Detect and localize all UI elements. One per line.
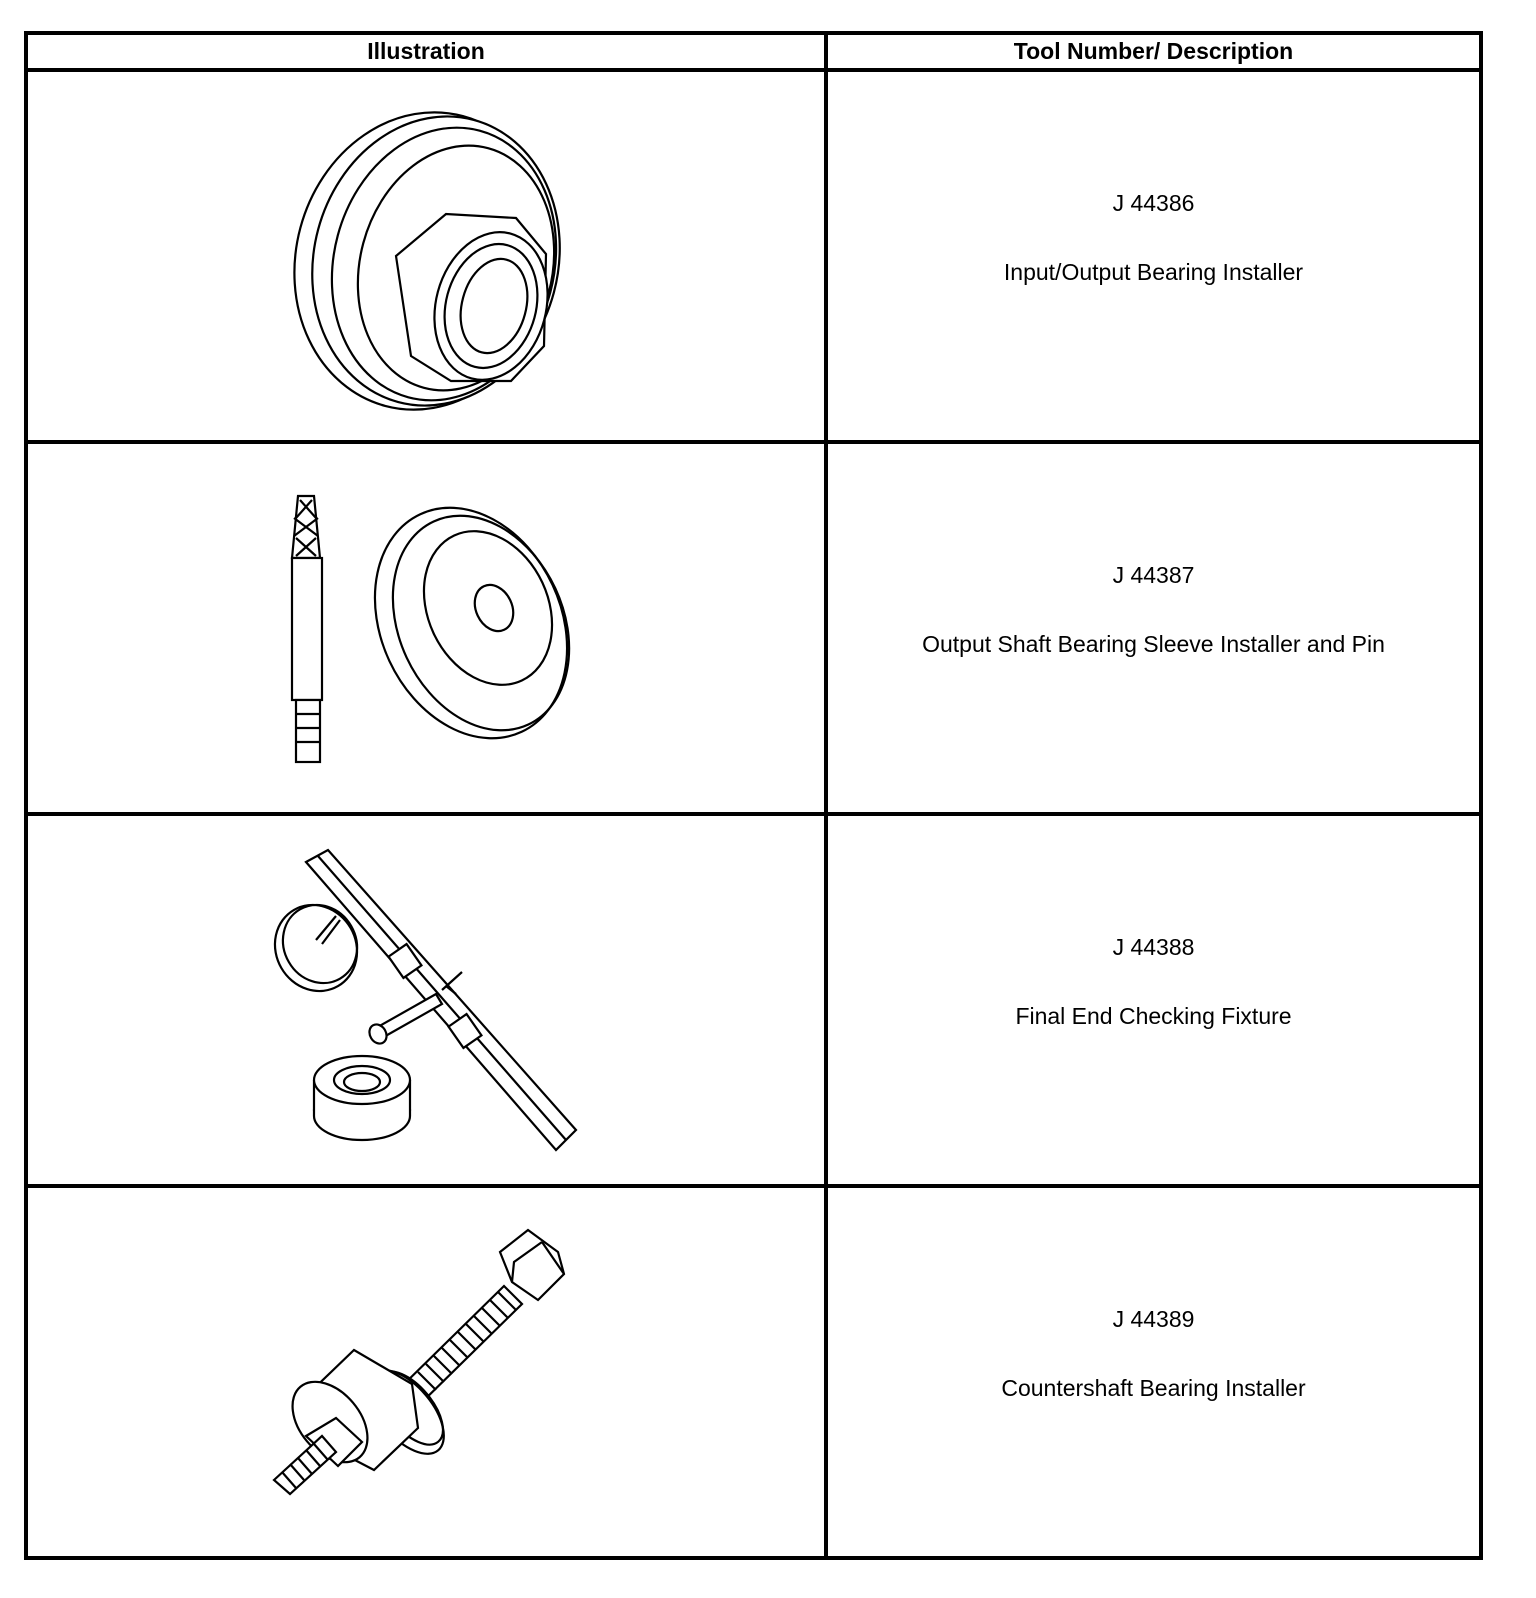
description-cell <box>826 442 1481 814</box>
illustration-cell <box>26 1186 826 1558</box>
tool-number: J 44386 <box>1112 190 1195 216</box>
tool-description: Final End Checking Fixture <box>1015 1003 1292 1029</box>
table-row <box>26 442 1481 814</box>
table-row <box>26 1186 1481 1558</box>
bearing-installer-icon <box>276 96 576 416</box>
tool-number: J 44387 <box>1112 562 1195 588</box>
tool-description: Output Shaft Bearing Sleeve Installer and Pin <box>922 631 1385 657</box>
tool-table <box>24 31 1483 1560</box>
sleeve-installer-pin-icon <box>276 478 576 778</box>
illustration-cell <box>26 70 826 442</box>
illustration-cell <box>26 814 826 1186</box>
header-illustration: Illustration <box>26 33 826 70</box>
description-cell <box>826 1186 1481 1558</box>
tool-description: Input/Output Bearing Installer <box>1003 259 1304 285</box>
header-row <box>26 33 1481 70</box>
checking-fixture-icon <box>266 840 586 1160</box>
table-row <box>26 70 1481 442</box>
countershaft-installer-icon <box>266 1222 586 1522</box>
table-row <box>26 814 1481 1186</box>
tool-description: Countershaft Bearing Installer <box>1001 1375 1306 1401</box>
illustration-cell <box>26 442 826 814</box>
tool-number: J 44389 <box>1112 1306 1195 1332</box>
tool-number: J 44388 <box>1112 934 1195 960</box>
description-cell <box>826 70 1481 442</box>
description-cell <box>826 814 1481 1186</box>
header-tool-number-description: Tool Number/ Description <box>826 33 1481 70</box>
